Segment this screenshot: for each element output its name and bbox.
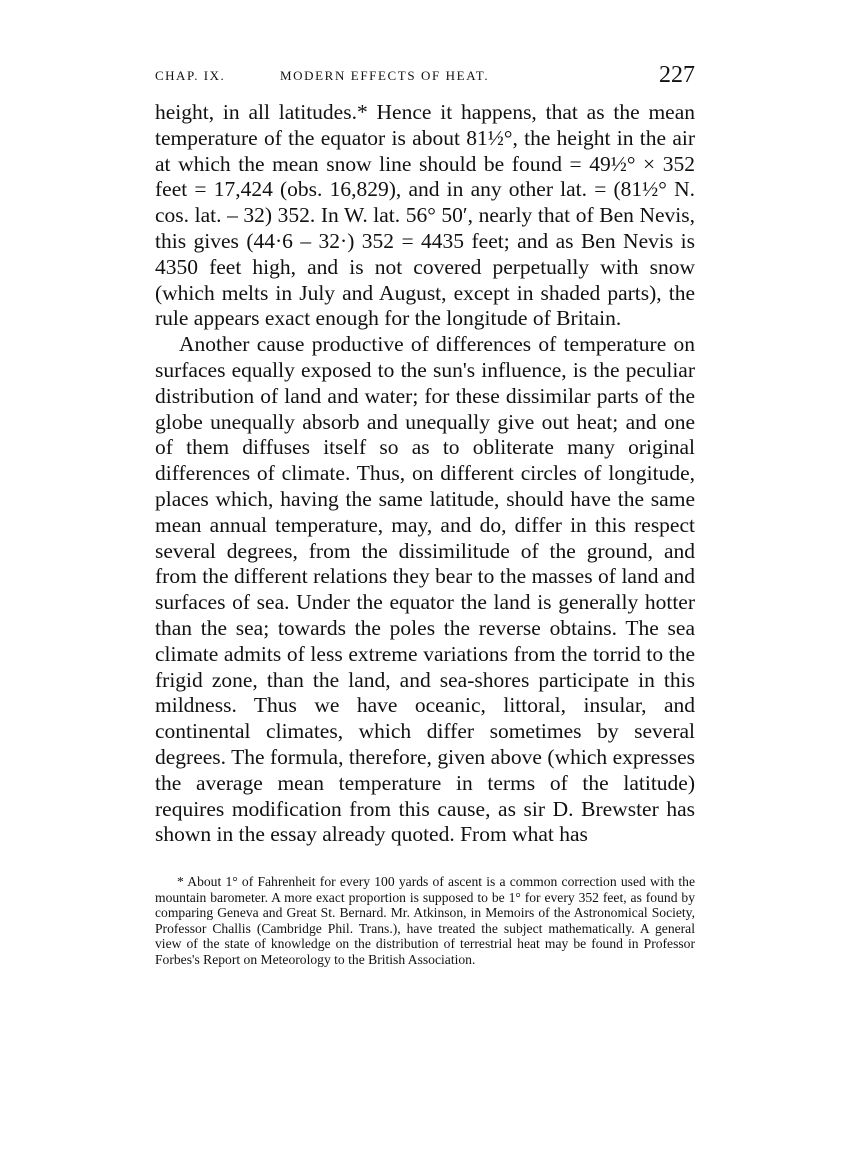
running-title: MODERN EFFECTS OF HEAT. <box>280 68 490 83</box>
paragraph-continued: height, in all latitudes.* Hence it happens, that as the mean temperature of the equator is about 81½°, the height in the air at which the mean snow line should be found = 49½° × 352 feet = 17,424 (obs. 16,829), and in any other lat. = (81½° N. cos. lat. – 32) 352. In W. lat. 56° 50′, nearly that of Ben Nevis, this gives (44·6 – 32·) 352 = 4435 feet; and as Ben Nevis is 4350 feet high, and is not covered perpetually with snow (which melts in July and August, except in shaded parts), the rule appears exact enough for the longitude of Britain. <box>155 100 695 331</box>
book-page <box>155 62 695 967</box>
footnotes <box>155 874 695 967</box>
running-head <box>155 62 695 90</box>
body-text <box>155 100 695 848</box>
chapter-label: CHAP. IX. <box>155 68 226 83</box>
paragraph: Another cause productive of differences of temperature on surfaces equally exposed to the sun's influence, is the peculiar distribution of land and water; for these dissimilar parts of the globe unequally absorb and unequally give out heat; and one of them diffuses itself so as to obliterate many original differences of climate. Thus, on different circles of longitude, places which, having the same latitude, should have the same mean annual temperature, may, and do, differ in this respect several degrees, from the dissimilitude of the ground, and from the different relations they bear to the masses of land and surfaces of sea. Under the equator the land is generally hotter than the sea; towards the poles the reverse obtains. The sea climate admits of less extreme variations from the torrid to the frigid zone, than the land, and sea-shores participate in this mildness. Thus we have oceanic, littoral, insular, and continental climates, which differ sometimes by several degrees. The formula, therefore, given above (which expresses the average mean temperature in terms of the latitude) requires modification from this cause, as sir D. Brewster has shown in the essay already quoted. From what has <box>155 332 695 847</box>
page-number: 227 <box>659 62 695 88</box>
footnote: * About 1° of Fahrenheit for every 100 yards of ascent is a common correction used with the mountain barometer. A more exact proportion is supposed to be 1° for every 352 feet, as found by comparing Geneva and Great St. Bernard. Mr. Atkinson, in Memoirs of the Astronomical Society, Professor Challis (Cambridge Phil. Trans.), have treated the subject mathematically. A general view of the state of knowledge on the distribution of terrestrial heat may be found in Professor Forbes's Report on Meteorology to the British Association. <box>155 874 695 967</box>
